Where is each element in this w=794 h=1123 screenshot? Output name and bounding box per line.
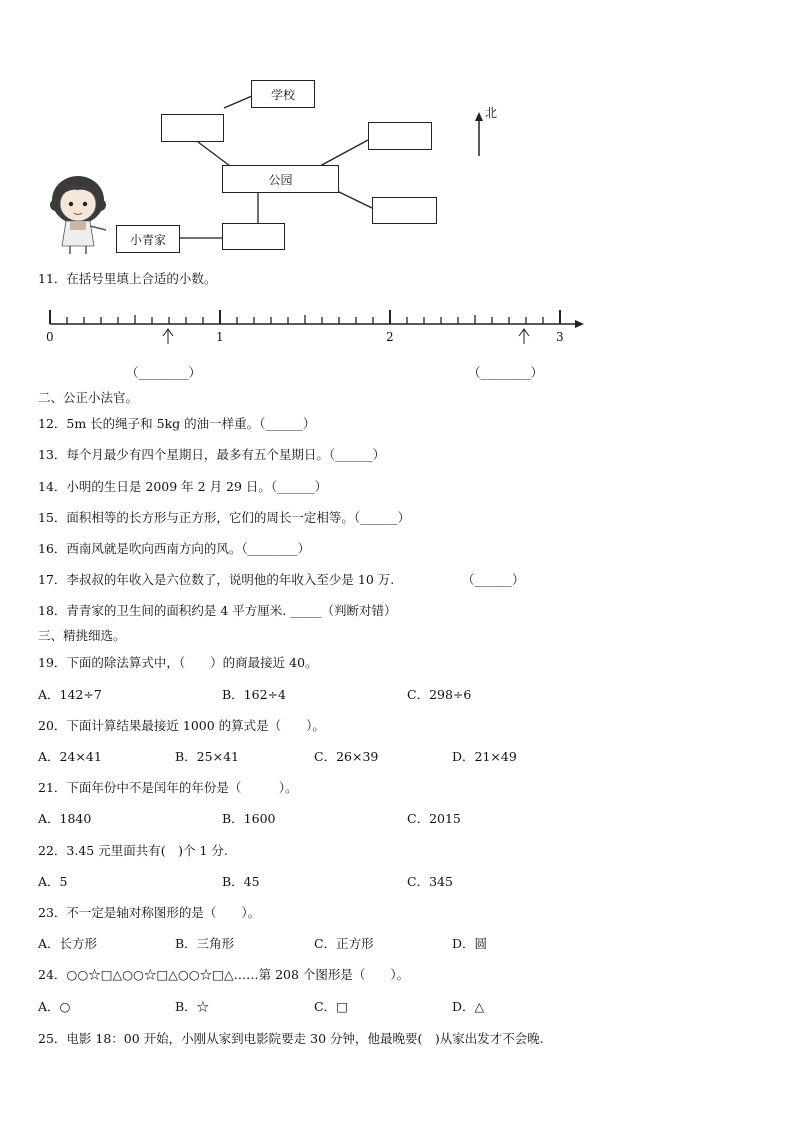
question-23: 23．不一定是轴对称图形的是（ ）。 [38,905,261,920]
q19-option-a[interactable]: A．142÷7 [38,687,102,702]
question-18: 18．青青家的卫生间的面积约是 4 平方厘米. _____（判断对错） [38,603,397,618]
q23-option-b[interactable]: B．三角形 [175,936,235,951]
q21-option-a[interactable]: A．1840 [38,811,92,826]
question-17-blank[interactable]: （______） [462,572,525,587]
q21-option-c[interactable]: C．2015 [407,811,461,826]
number-line-ticks [50,310,560,324]
question-12: 12．5m 长的绳子和 5kg 的油一样重。（______） [38,416,316,431]
number-line-arrow-right [519,329,529,344]
question-16: 16．西南风就是吹向西南方向的风。（________） [38,541,311,556]
question-14: 14．小明的生日是 2009 年 2 月 29 日。（______） [38,479,328,494]
answer-blank-left[interactable]: （________） [126,365,202,380]
question-24: 24．○○☆□△○○☆□△○○☆□△……第 208 个图形是（ ）。 [38,967,410,982]
question-25: 25．电影 18：00 开始，小刚从家到电影院要走 30 分钟，他最晚要( )从家出发才不会晚. [38,1031,544,1046]
tick-label-1: 1 [216,330,224,344]
school-label: 学校 [270,87,295,102]
q20-option-c[interactable]: C．26×39 [314,749,379,764]
q22-option-c[interactable]: C．345 [407,874,453,889]
number-line-arrow-left [163,329,173,344]
q22-option-b[interactable]: B．45 [222,874,260,889]
q24-option-a[interactable]: A．○ [38,999,71,1014]
q23-option-c[interactable]: C．正方形 [314,936,374,951]
question-13: 13．每个月最少有四个星期日，最多有五个星期日。（______） [38,447,386,462]
section-3-title: 三、精挑细选。 [38,628,126,643]
question-11: 11．在括号里填上合适的小数。 [38,271,217,286]
park-label: 公园 [268,172,293,187]
question-17: 17．李叔叔的年收入是六位数了，说明他的年收入至少是 10 万. [38,572,395,587]
q24-option-d[interactable]: D．△ [452,999,485,1014]
q20-option-b[interactable]: B．25×41 [175,749,239,764]
number-line [0,0,794,400]
q21-option-b[interactable]: B．1600 [222,811,276,826]
question-21: 21．下面年份中不是闰年的年份是（ ）。 [38,780,298,795]
q22-option-a[interactable]: A．5 [38,874,68,889]
q19-option-b[interactable]: B．162÷4 [222,687,286,702]
q19-option-c[interactable]: C．298÷6 [407,687,472,702]
tick-label-2: 2 [386,330,394,344]
q20-option-d[interactable]: D．21×49 [452,749,517,764]
answer-blank-right[interactable]: （________） [468,365,544,380]
home-label: 小青家 [129,232,166,247]
q24-option-c[interactable]: C．□ [314,999,348,1014]
q23-option-d[interactable]: D．圆 [452,936,488,951]
tick-label-0: 0 [46,330,54,344]
question-22: 22．3.45 元里面共有( )个 1 分. [38,843,228,858]
q24-option-b[interactable]: B．☆ [175,999,210,1014]
question-19: 19．下面的除法算式中，（ ）的商最接近 40。 [38,655,318,670]
q23-option-a[interactable]: A．长方形 [38,936,98,951]
tick-label-3: 3 [556,330,564,344]
north-label: 北 [485,106,498,120]
question-20: 20．下面计算结果最接近 1000 的算式是（ ）。 [38,718,325,733]
question-15: 15．面积相等的长方形与正方形，它们的周长一定相等。（______） [38,510,411,525]
q20-option-a[interactable]: A．24×41 [38,749,102,764]
section-2-title: 二、公正小法官。 [38,390,139,405]
